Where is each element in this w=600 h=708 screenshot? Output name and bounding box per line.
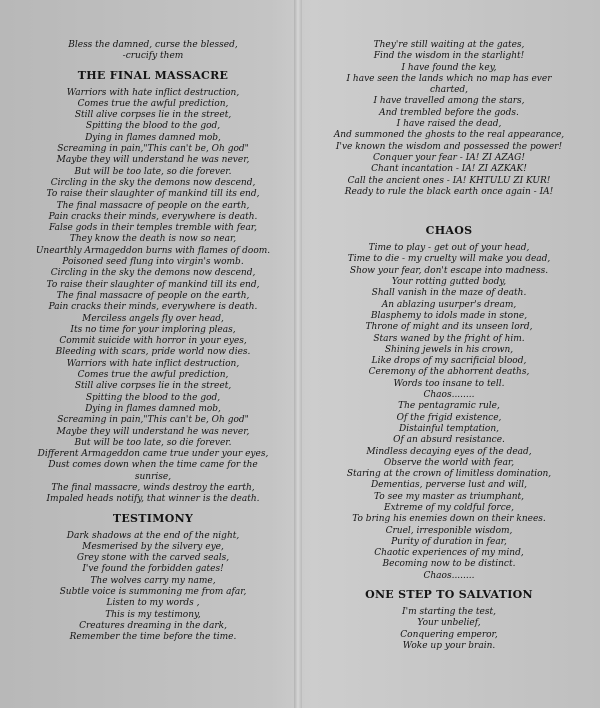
text-line: To raise their slaughter of mankind till its end,	[46, 279, 260, 290]
text-line: Creatures dreaming in the dark,	[79, 620, 227, 631]
text-line: Call the ancient ones - IA! KHTULU ZI KUR!	[347, 175, 551, 186]
left-intro	[8, 40, 298, 63]
text-line: Of the frigid existence,	[396, 412, 502, 423]
section-title-final-massacre: THE FINAL MASSACRE	[77, 68, 229, 82]
text-line: Different Armageddon came true under your eyes,	[37, 449, 269, 460]
text-line: The wolves carry my name,	[90, 575, 216, 586]
text-line: Chaos........	[423, 570, 475, 581]
text-line: They're still waiting at the gates,	[373, 40, 525, 50]
text-line: Purity of duration in fear,	[391, 536, 507, 547]
text-line: Comes true the awful prediction,	[77, 98, 229, 109]
text-line: Dying in flames damned mob,	[85, 132, 221, 143]
text-line: The final massacre of people on the earth,	[56, 290, 250, 301]
text-line: I have travelled among the stars,	[373, 96, 525, 107]
text-line: The pentagramic rule,	[398, 401, 500, 412]
text-line: Dementias, perverse lust and will,	[370, 480, 528, 491]
text-line: Shall vanish in the maze of death.	[371, 288, 527, 299]
text-line: False gods in their temples tremble with fear,	[48, 223, 257, 234]
text-line: Maybe they will understand he was never,	[56, 155, 250, 166]
text-line: The final massacre, winds destroy the earth,	[51, 482, 255, 493]
text-line: Mesmerised by the silvery eye,	[82, 541, 224, 552]
text-line: Observe the world with fear,	[383, 457, 515, 468]
text-line: Circling in the sky the demons now descend,	[50, 177, 256, 188]
text-line: Find the wisdom in the starlight!	[373, 51, 525, 62]
text-line: Its no time for your imploring pleas,	[70, 324, 236, 335]
text-line: Chaos........	[423, 390, 475, 401]
text-line: An ablazing usurper's dream,	[381, 299, 517, 310]
text-line: The final massacre of people on the earth,	[56, 200, 250, 211]
text-line: Stars waned by the fright of him.	[373, 333, 525, 344]
text-line: I have raised the dead,	[396, 119, 502, 130]
text-line: To see my master as triumphant,	[374, 491, 524, 502]
text-line: Subtle voice is summoning me from afar,	[59, 587, 247, 598]
lyrics-chaos	[304, 243, 594, 582]
text-line: Becoming now to be distinct.	[382, 559, 516, 570]
text-line: Maybe they will understand he was never,	[56, 426, 250, 437]
text-line: Spitting the blood to the god,	[85, 121, 221, 132]
text-line: To bring his enemies down on their knees.	[352, 514, 546, 525]
right-intro	[304, 40, 594, 198]
text-line: Impaled heads notify, that winner is the death.	[46, 494, 260, 505]
text-line: Staring at the crown of limitless domination,	[346, 469, 552, 480]
text-line: Show your fear, don't escape into madness.	[349, 265, 549, 276]
text-line: Poisoned seed flung into virgin's womb.	[62, 257, 244, 268]
text-line: Your unbelief,	[417, 618, 481, 629]
text-line: Of an absurd resistance.	[393, 435, 505, 446]
text-line: Merciless angels fly over head,	[82, 313, 224, 324]
text-line: Chant incantation - IA! ZI AZKAK!	[371, 164, 527, 175]
text-line: Remember the time before the time.	[69, 632, 237, 643]
text-line: charted,	[429, 85, 469, 96]
text-line: Unearthly Armageddon burns with flames of doom.	[35, 245, 271, 256]
right-column	[304, 40, 594, 652]
text-line: Like drops of my sacrificial blood,	[371, 356, 527, 367]
lyrics-testimony	[8, 531, 298, 644]
text-line: sunrise,	[134, 471, 172, 482]
text-line: Dark shadows at the end of the night,	[66, 530, 240, 541]
text-line: They know the death is now so near,	[69, 234, 237, 245]
text-line: Grey stone with the carved seals,	[76, 553, 230, 564]
text-line: Comes true the awful prediction,	[77, 370, 229, 381]
text-line: Spitting the blood to the god,	[85, 392, 221, 403]
text-line: Words too insane to tell.	[393, 378, 505, 389]
lyrics-one-step-to-salvation	[304, 607, 594, 652]
text-line: Chaotic experiences of my mind,	[374, 548, 524, 559]
text-line: Screaming in pain,"This can't be, Oh god"	[57, 415, 249, 426]
text-line: Listen to my words ,	[106, 598, 200, 609]
text-line: Commit suicide with horror in your eyes,	[59, 336, 247, 347]
text-line: I have found the key,	[401, 62, 497, 73]
section-title-testimony: TESTIMONY	[112, 511, 194, 525]
text-line: Conquer your fear - IA! ZI AZAG!	[373, 152, 525, 163]
text-line: Warriors with hate inflict destruction,	[66, 358, 240, 369]
text-line: Pain cracks their minds, everywhere is death.	[48, 211, 258, 222]
text-line: I have seen the lands which no map has ever	[346, 73, 552, 84]
text-line: Time to die - my cruelty will make you dead,	[347, 254, 551, 265]
text-line: Bleeding with scars, pride world now dies.	[55, 347, 251, 358]
text-line: Throne of might and its unseen lord,	[365, 322, 533, 333]
text-line: Extreme of my coldful force,	[384, 502, 514, 513]
text-line: Dying in flames damned mob,	[85, 403, 221, 414]
text-line: Mindless decaying eyes of the dead,	[366, 446, 532, 457]
text-line: Ready to rule the black earth once again - IA!	[344, 186, 554, 197]
text-line: Woke up your brain.	[402, 640, 496, 651]
text-line: But will be too late, so die forever.	[74, 437, 232, 448]
text-line: Conquering emperor,	[400, 629, 498, 640]
text-line: I'm starting the test,	[402, 607, 496, 618]
text-line: Circling in the sky the demons now descend,	[50, 268, 256, 279]
text-line: Still alive corpses lie in the street,	[74, 381, 232, 392]
text-line: Distainful temptation,	[398, 423, 500, 434]
text-line: Blasphemy to idols made in stone,	[370, 310, 528, 321]
text-line: Screaming in pain,"This can't be, Oh god"	[57, 144, 249, 155]
left-column	[8, 40, 298, 644]
text-line: Still alive corpses lie in the street,	[74, 110, 232, 121]
text-line: Your rotting gutted body,	[391, 277, 507, 288]
text-line: And trembled before the gods.	[379, 107, 519, 118]
text-line: Shining jewels in his crown,	[384, 344, 514, 355]
text-line: This is my testimony,	[105, 609, 201, 620]
text-line: And summoned the ghosts to the real appearance,	[333, 130, 565, 141]
text-line: Bless the damned, curse the blessed,	[68, 40, 238, 50]
text-line: Warriors with hate inflict destruction,	[66, 87, 240, 98]
text-line: Time to play - get out of your head,	[368, 243, 530, 254]
text-line: Dust comes down when the time came for the	[48, 460, 258, 471]
text-line: To raise their slaughter of mankind till its end,	[46, 189, 260, 200]
section-title-chaos: CHAOS	[425, 224, 473, 238]
text-line: I've found the forbidden gates!	[82, 564, 224, 575]
text-line: Pain cracks their minds, everywhere is death.	[48, 302, 258, 313]
text-line: I've known the wisdom and possessed the power!	[335, 141, 563, 152]
text-line: But will be too late, so die forever.	[74, 166, 232, 177]
text-line: Cruel, irresponible wisdom,	[385, 525, 513, 536]
section-title-one-step-to-salvation: ONE STEP TO SALVATION	[365, 588, 533, 602]
text-line: -crucify them	[122, 51, 184, 62]
text-line: Ceremony of the abhorrent deaths,	[368, 367, 530, 378]
lyrics-final-massacre	[8, 88, 298, 506]
